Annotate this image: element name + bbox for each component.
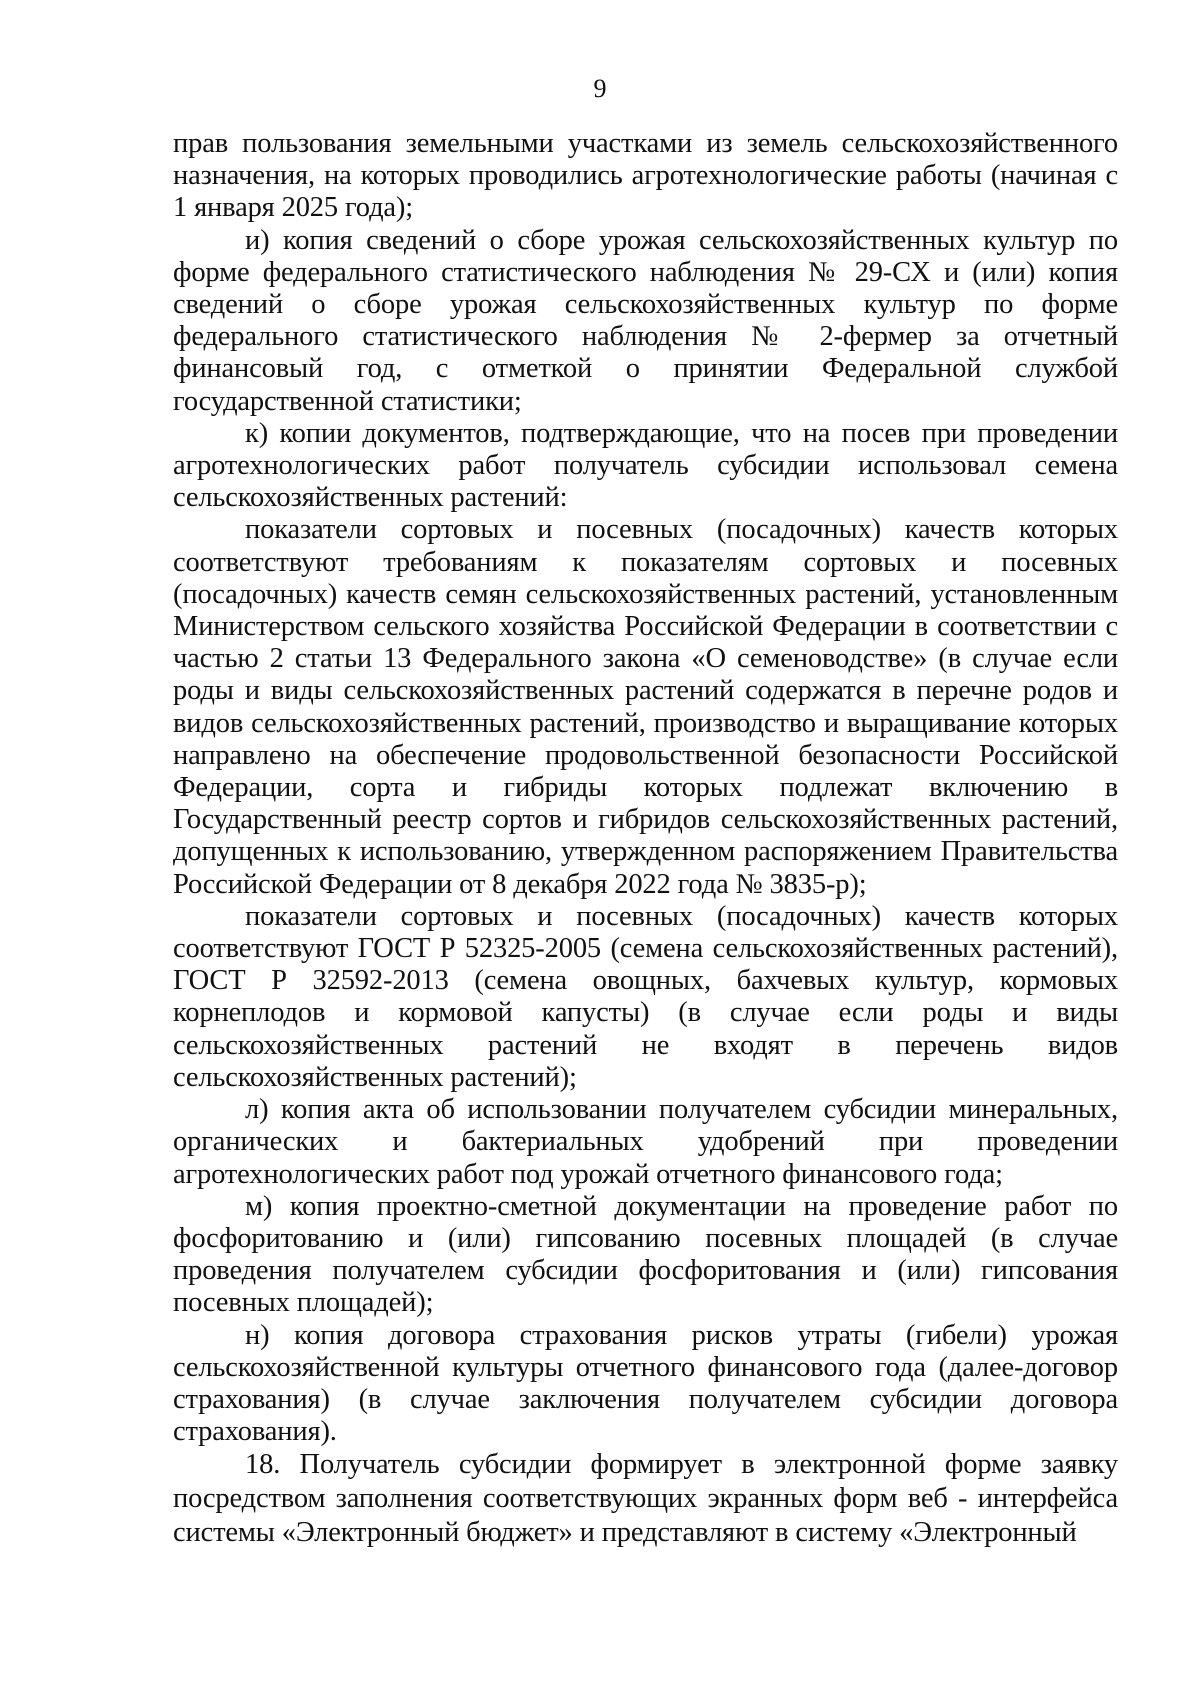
paragraph-seed-quality-gost: показатели сортовых и посевных (посадочных) качеств которых соответствуют ГОСТ Р 52325-2005 (семена сельскохозяйственных растений), ГОСТ Р 32592-2013 (семена овощных, бахчевых культур, кормовых корнеплодов и кормовой капусты) (в случае если роды и виды сельскохозяйственных растений не входят в перечень видов сельскохозяйственных растений); xyxy=(173,900,1118,1093)
paragraph-item-k-seed-documents: к) копии документов, подтверждающие, что на посев при проведении агротехнологических работ получатель субсидии использовал семена сельскохозяйственных растений: xyxy=(173,417,1118,514)
paragraph-section-18-application: 18. Получатель субсидии формирует в электронной форме заявку посредством заполнения соответствующих экранных форм веб - интерфейса системы «Электронный бюджет» и представляют в систему «Электронный xyxy=(173,1449,1118,1549)
paragraph-item-i-harvest-data: и) копия сведений о сборе урожая сельскохозяйственных культур по форме федерального статистического наблюдения № 29-СХ и (или) копия сведений о сборе урожая сельскохозяйственных культур по форме федерального статистического наблюдения № 2-фермер за отчетный финансовый год, с отметкой о принятии Федеральной службой государственной статистики; xyxy=(173,224,1118,417)
paragraph-item-l-fertilizer-act: л) копия акта об использовании получателем субсидии минеральных, органических и бактериальных удобрений при проведении агротехнологических работ под урожай отчетного финансового года; xyxy=(173,1094,1118,1190)
paragraph-item-n-insurance-contract: н) копия договора страхования рисков утраты (гибели) урожая сельскохозяйственной культуры отчетного финансового года (далее-договор страхования) (в случае заключения получателем субсидии договора страхования). xyxy=(173,1319,1118,1448)
document-body xyxy=(173,128,1118,1550)
paragraph-item-m-design-estimate: м) копия проектно-сметной документации на проведение работ по фосфоритованию и (или) гипсованию посевных площадей (в случае проведения получателем субсидии фосфоритования и (или) гипсования посевных площадей); xyxy=(173,1190,1118,1319)
paragraph-seed-quality-ministry: показатели сортовых и посевных (посадочных) качеств которых соответствуют требованиям к показателям сортовых и посевных (посадочных) качеств семян сельскохозяйственных растений, установленным Министерством сельского хозяйства Российской Федерации в соответствии с частью 2 статьи 13 Федерального закона «О семеноводстве» (в случае если роды и виды сельскохозяйственных растений содержатся в перечне родов и видов сельскохозяйственных растений, производство и выращивание которых направлено на обеспечение продовольственной безопасности Российской Федерации, сорта и гибриды которых подлежат включению в Государственный реестр сортов и гибридов сельскохозяйственных растений, допущенных к использованию, утвержденном распоряжением Правительства Российской Федерации от 8 декабря 2022 года № 3835-р); xyxy=(173,514,1118,900)
paragraph-land-rights-continuation: прав пользования земельными участками из земель сельскохозяйственного назначения, на которых проводились агротехнологические работы (начиная с 1 января 2025 года); xyxy=(173,128,1118,224)
page-number: 9 xyxy=(593,74,607,103)
